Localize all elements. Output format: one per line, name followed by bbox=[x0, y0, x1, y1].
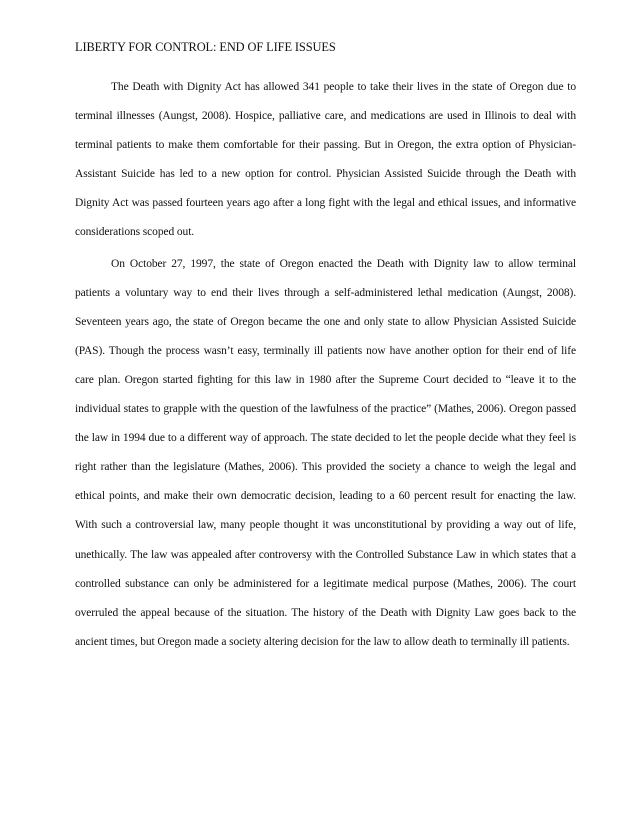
running-head: LIBERTY FOR CONTROL: END OF LIFE ISSUES bbox=[75, 40, 336, 54]
body-paragraph-1: The Death with Dignity Act has allowed 341 people to take their lives in the state of Oregon due to terminal illnesses (Aungst, 2008). Hospice, palliative care, and medications are used in Illinois to deal with terminal patients to make them comfortable for their passing. But in Oregon, the extra option of Physician-Assistant Suicide has led to a new option for control. Physician Assisted Suicide through the Death with Dignity Act was passed fourteen years ago after a long fight with the legal and ethical issues, and informative considerations scoped out. bbox=[75, 81, 576, 239]
body-paragraph-2: On October 27, 1997, the state of Oregon enacted the Death with Dignity law to allow terminal patients a voluntary way to end their lives through a self-administered lethal medication (Aungst, 2008). Seventeen years ago, the state of Oregon became the one and only state to allow Physician Assisted Suicide (PAS). Though the process wasn’t easy, terminally ill patients now have another option for their end of life care plan. Oregon started fighting for this law in 1980 after the Supreme Court decided to “leave it to the individual states to grapple with the question of the lawfulness of the practice” (Mathes, 2006). Oregon passed the law in 1994 due to a different way of approach. The state decided to let the people decide what they feel is right rather than the legislature (Mathes, 2006). This provided the society a chance to weigh the legal and ethical points, and make their own democratic decision, leading to a 60 percent result for enacting the law. With such a controversial law, many people thought it was unconstitutional by providing a way out of life, unethically. The law was appealed after controversy with the Controlled Substance Law in which states that a controlled substance can only be administered for a legitimate medical purpose (Mathes, 2006). The court overruled the appeal because of the situation. The history of the Death with Dignity Law goes back to the ancient times, but Oregon made a society altering decision for the law to allow death to terminally ill patients. bbox=[75, 257, 576, 648]
